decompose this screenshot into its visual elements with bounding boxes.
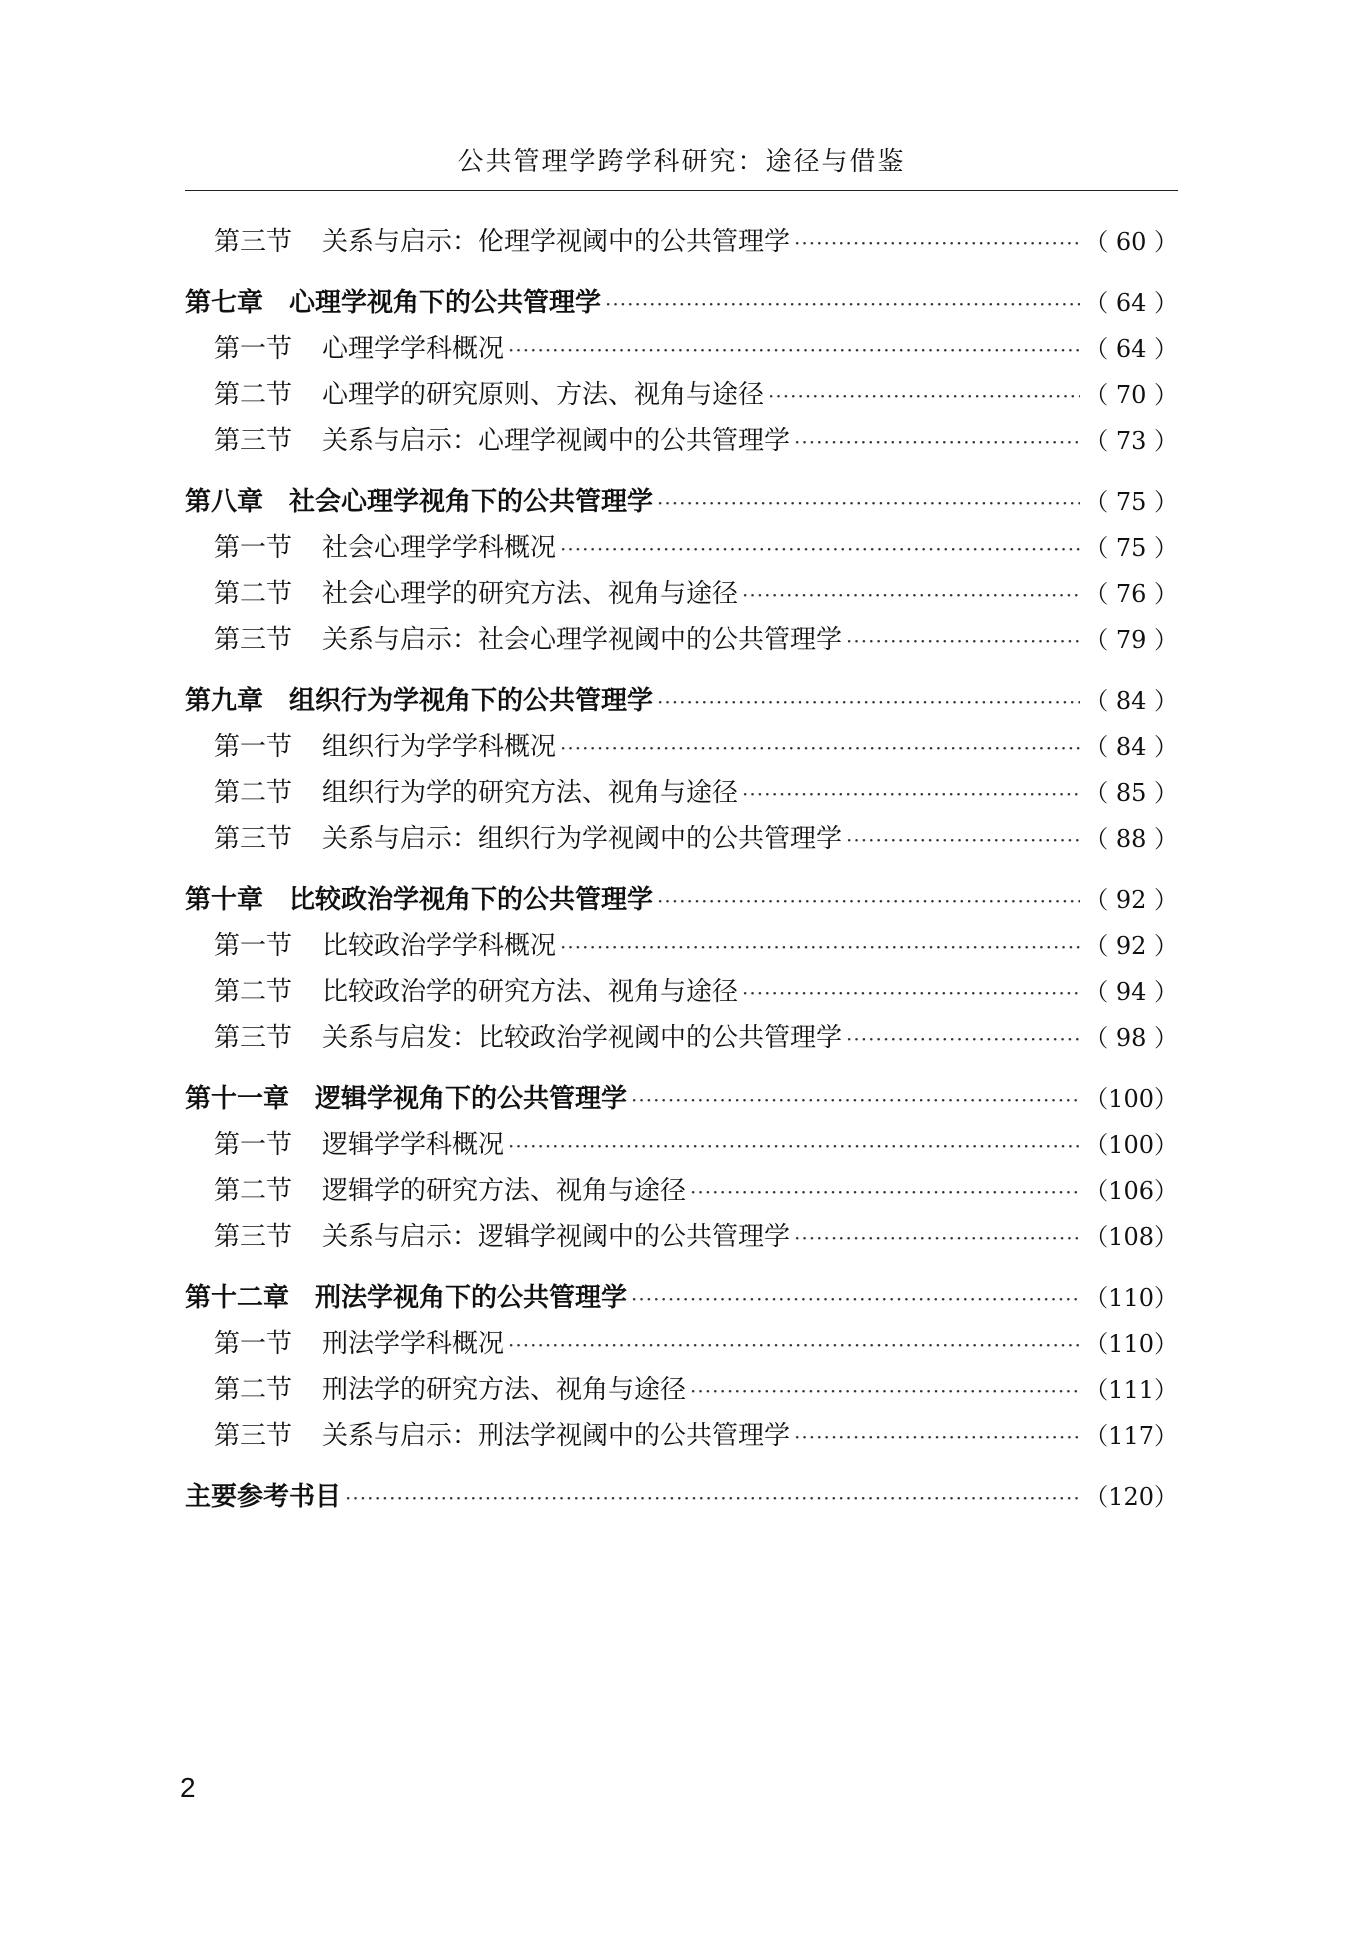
toc-entry-page: （ 60 ） [1084,228,1178,256]
toc-dot-leader [508,327,1080,372]
toc-dot-leader [846,618,1080,663]
toc-section-entry [185,1015,1178,1061]
toc-entry-title: 逻辑学的研究方法、视角与途径 [322,1176,687,1206]
toc-dot-leader [846,817,1080,862]
toc-entry-title: 心理学视角下的公共管理学 [289,288,602,318]
toc-entry-page: （ 94 ） [1084,978,1178,1006]
toc-dot-leader [794,419,1080,464]
toc-entry-number: 第三节 [214,1023,293,1053]
toc-entry-page: （ 92 ） [1084,932,1178,960]
toc-entry-number: 第二节 [214,579,293,609]
toc-entry-page: （108） [1084,1223,1178,1251]
toc-dot-leader [657,878,1080,923]
toc-entry-page: （ 64 ） [1084,289,1178,317]
toc-entry-page: （100） [1084,1131,1178,1159]
toc-entry-number: 第七章 [185,288,264,318]
toc-entry-number: 第一节 [214,1130,293,1160]
toc-dot-leader [690,1169,1080,1214]
toc-section-entry [185,816,1178,862]
toc-chapter-entry [185,1275,1178,1321]
toc-chapter-entry [185,1474,1178,1520]
toc-dot-leader [657,480,1080,525]
toc-entry-page: （ 76 ） [1084,580,1178,608]
toc-dot-leader [768,373,1080,418]
toc-section-entry [185,418,1178,464]
toc-dot-leader [631,1276,1080,1321]
toc-entry-number: 第一节 [214,1329,293,1359]
toc-entry-title: 社会心理学视角下的公共管理学 [289,487,654,517]
toc-chapter-entry [185,1076,1178,1122]
toc-entry-number: 第八章 [185,487,264,517]
toc-section-entry [185,1413,1178,1459]
toc-entry-title: 比较政治学视角下的公共管理学 [289,885,654,915]
toc-section-entry [185,1214,1178,1260]
toc-entry-page: （ 70 ） [1084,381,1178,409]
toc-section-entry [185,724,1178,770]
toc-dot-leader [631,1077,1080,1122]
toc-entry-number: 第九章 [185,686,264,716]
toc-entry-title: 比较政治学学科概况 [322,931,557,961]
toc-dot-leader [742,771,1080,816]
toc-entry-page: （ 75 ） [1084,534,1178,562]
toc-dot-leader [657,679,1080,724]
toc-dot-leader [345,1475,1080,1520]
toc-entry-page: （ 98 ） [1084,1024,1178,1052]
toc-chapter-entry [185,280,1178,326]
toc-dot-leader [794,220,1080,265]
toc-entry-title: 逻辑学视角下的公共管理学 [315,1084,628,1114]
toc-entry-title: 关系与启发：比较政治学视阈中的公共管理学 [322,1023,843,1053]
toc-entry-number: 第一节 [214,533,293,563]
toc-dot-leader [560,924,1080,969]
toc-entry-number: 第一节 [214,931,293,961]
toc-entry-page: （ 75 ） [1084,488,1178,516]
toc-entry-title: 逻辑学学科概况 [322,1130,505,1160]
toc-entry-number: 第三节 [214,625,293,655]
toc-entry-page: （111） [1084,1376,1178,1404]
toc-section-entry [185,923,1178,969]
toc-entry-title: 主要参考书目 [185,1482,342,1512]
toc-entry-page: （ 79 ） [1084,626,1178,654]
toc-entry-number: 第一节 [214,732,293,762]
toc-section-entry [185,1321,1178,1367]
toc-dot-leader [508,1123,1080,1168]
toc-section-entry [185,372,1178,418]
toc-entry-title: 组织行为学的研究方法、视角与途径 [322,778,739,808]
toc-dot-leader [794,1215,1080,1260]
toc-section-entry [185,1367,1178,1413]
toc-entry-title: 关系与启示：社会心理学视阈中的公共管理学 [322,625,843,655]
toc-entry-page: （ 64 ） [1084,335,1178,363]
toc-entry-page: （106） [1084,1177,1178,1205]
toc-dot-leader [846,1016,1080,1061]
toc-entry-number: 第三节 [214,824,293,854]
toc-section-entry [185,571,1178,617]
toc-section-entry [185,525,1178,571]
toc-entry-title: 刑法学学科概况 [322,1329,505,1359]
toc-entry-number: 第三节 [214,426,293,456]
toc-entry-number: 第二节 [214,778,293,808]
toc-entry-title: 关系与启示：伦理学视阈中的公共管理学 [322,227,791,257]
toc-section-entry [185,617,1178,663]
toc-dot-leader [508,1322,1080,1367]
table-of-contents [185,219,1178,1520]
toc-dot-leader [560,725,1080,770]
toc-dot-leader [605,281,1080,326]
toc-entry-page: （117） [1084,1422,1178,1450]
page-number: 2 [180,1772,196,1803]
toc-entry-page: （100） [1084,1085,1178,1113]
toc-section-entry [185,219,1178,265]
toc-entry-page: （ 84 ） [1084,733,1178,761]
toc-section-entry [185,326,1178,372]
toc-entry-number: 第三节 [214,1222,293,1252]
running-head: 公共管理学跨学科研究：途径与借鉴 [457,147,906,177]
toc-entry-title: 组织行为学学科概况 [322,732,557,762]
toc-dot-leader [560,526,1080,571]
toc-section-entry [185,969,1178,1015]
toc-entry-title: 社会心理学的研究方法、视角与途径 [322,579,739,609]
toc-entry-page: （ 88 ） [1084,825,1178,853]
toc-section-entry [185,1168,1178,1214]
toc-entry-number: 第一节 [214,334,293,364]
toc-entry-page: （110） [1084,1330,1178,1358]
toc-dot-leader [690,1368,1080,1413]
toc-entry-title: 关系与启示：组织行为学视阈中的公共管理学 [322,824,843,854]
toc-entry-number: 第二节 [214,1375,293,1405]
toc-chapter-entry [185,678,1178,724]
toc-entry-page: （110） [1084,1284,1178,1312]
toc-entry-title: 刑法学的研究方法、视角与途径 [322,1375,687,1405]
header-rule [185,190,1178,191]
toc-entry-title: 关系与启示：心理学视阈中的公共管理学 [322,426,791,456]
toc-entry-number: 第十一章 [185,1084,290,1114]
toc-entry-page: （ 85 ） [1084,779,1178,807]
toc-dot-leader [794,1414,1080,1459]
toc-entry-title: 刑法学视角下的公共管理学 [315,1283,628,1313]
toc-dot-leader [742,572,1080,617]
toc-entry-number: 第二节 [214,1176,293,1206]
toc-entry-title: 关系与启示：逻辑学视阈中的公共管理学 [322,1222,791,1252]
toc-entry-title: 社会心理学学科概况 [322,533,557,563]
toc-entry-title: 心理学的研究原则、方法、视角与途径 [322,380,765,410]
toc-entry-page: （120） [1084,1483,1178,1511]
toc-chapter-entry [185,479,1178,525]
toc-entry-number: 第三节 [214,1421,293,1451]
toc-entry-number: 第三节 [214,227,293,257]
toc-dot-leader [742,970,1080,1015]
toc-entry-number: 第二节 [214,380,293,410]
toc-entry-page: （ 92 ） [1084,886,1178,914]
toc-entry-title: 心理学学科概况 [322,334,505,364]
toc-entry-number: 第二节 [214,977,293,1007]
toc-chapter-entry [185,877,1178,923]
toc-section-entry [185,770,1178,816]
toc-entry-number: 第十章 [185,885,264,915]
toc-entry-title: 关系与启示：刑法学视阈中的公共管理学 [322,1421,791,1451]
toc-section-entry [185,1122,1178,1168]
toc-entry-title: 组织行为学视角下的公共管理学 [289,686,654,716]
toc-entry-page: （ 84 ） [1084,687,1178,715]
toc-entry-page: （ 73 ） [1084,427,1178,455]
toc-entry-title: 比较政治学的研究方法、视角与途径 [322,977,739,1007]
toc-entry-number: 第十二章 [185,1283,290,1313]
